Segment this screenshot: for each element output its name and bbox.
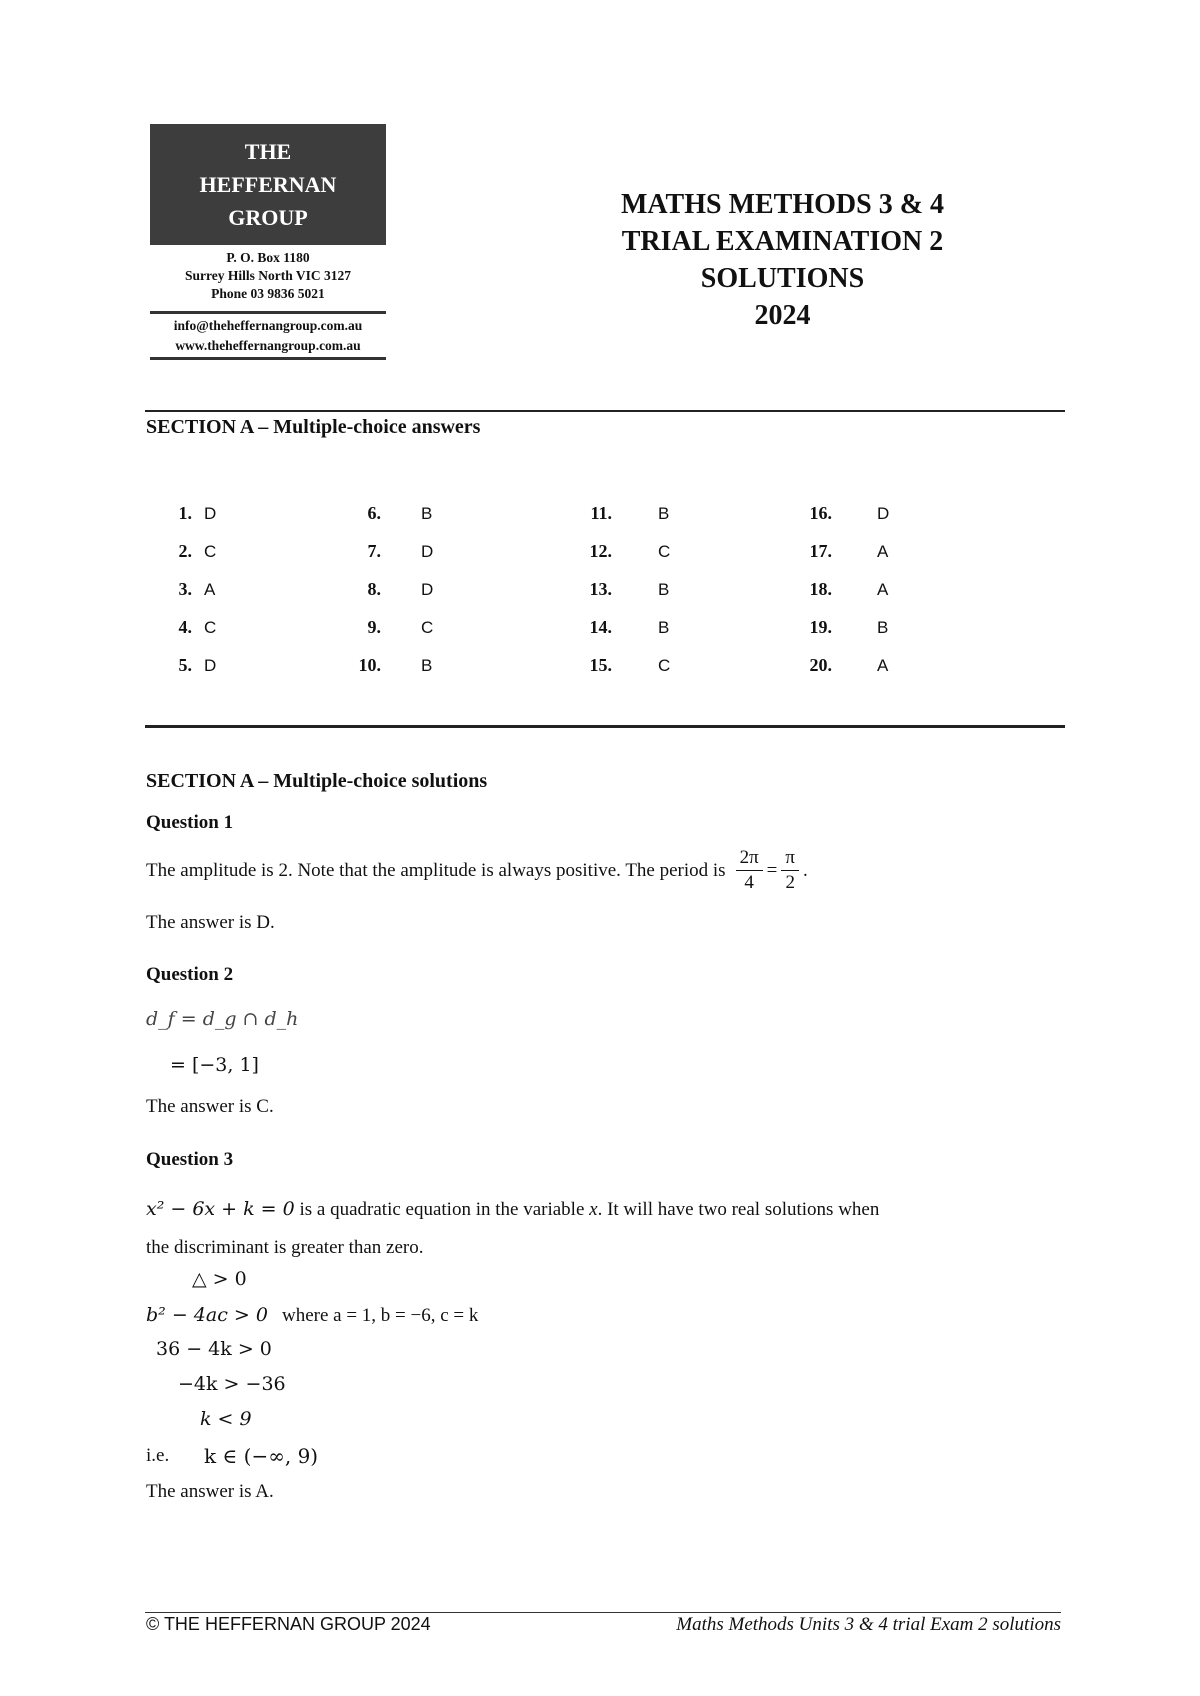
answer-row <box>786 646 889 684</box>
answer-letter: D <box>204 504 217 523</box>
answer-row <box>566 570 670 608</box>
question-number: 1. <box>178 503 192 523</box>
answer-column-4 <box>786 494 889 684</box>
question-number: 14. <box>589 617 612 637</box>
title-line-2: TRIAL EXAMINATION 2 <box>621 226 944 257</box>
answer-letter: B <box>421 656 433 675</box>
question-number: 4. <box>178 617 192 637</box>
q3-step-5: k < 9 <box>200 1408 252 1430</box>
question-number: 6. <box>367 503 381 523</box>
document-title <box>560 186 1005 334</box>
question-1-heading: Question 1 <box>146 812 234 833</box>
logo-divider-top <box>150 311 386 314</box>
q3-step-4: −4k > −36 <box>178 1373 286 1395</box>
fraction-pi-over-2 <box>781 846 799 895</box>
website-link[interactable]: www.theheffernangroup.com.au <box>175 338 361 353</box>
answer-row <box>335 494 433 532</box>
question-number: 18. <box>809 579 832 599</box>
answer-letter: C <box>421 618 434 637</box>
question-2-heading: Question 2 <box>146 964 234 985</box>
logo <box>150 124 386 245</box>
solutions-heading: SECTION A – Multiple-choice solutions <box>146 770 488 792</box>
fraction-denominator: 4 <box>744 872 754 893</box>
question-number: 16. <box>809 503 832 523</box>
quadratic-equation: x² − 6x + k = 0 <box>146 1198 295 1220</box>
po-box: P. O. Box 1180 <box>226 250 310 265</box>
title-year: 2024 <box>754 300 811 331</box>
footer-copyright: © THE HEFFERNAN GROUP 2024 <box>146 1614 431 1634</box>
question-number: 8. <box>367 579 381 599</box>
answer-letter: C <box>204 542 217 561</box>
answer-row <box>566 532 670 570</box>
fraction-2pi-over-4 <box>736 846 763 895</box>
question-number: 15. <box>589 655 612 675</box>
question-number: 2. <box>178 541 192 561</box>
answer-letter: D <box>421 542 434 561</box>
email-link[interactable]: info@theheffernangroup.com.au <box>173 318 363 333</box>
question-1-text <box>146 846 808 895</box>
logo-address <box>150 249 386 303</box>
question-2-line-1: d_f = d_g ∩ d_h <box>146 1008 299 1030</box>
equals-sign: = <box>766 859 778 881</box>
coefficients-note: where a = 1, b = −6, c = k <box>281 1305 479 1326</box>
answer-letter: A <box>877 542 889 561</box>
phone: Phone 03 9836 5021 <box>211 286 325 301</box>
question-3-answer: The answer is A. <box>146 1481 274 1502</box>
question-2-line-2: = [−3, 1] <box>170 1054 259 1076</box>
answer-letter: B <box>877 618 889 637</box>
question-number: 11. <box>590 503 612 523</box>
answer-column-3 <box>566 494 670 684</box>
question-3-text-2: the discriminant is greater than zero. <box>146 1237 424 1258</box>
logo-line-3: GROUP <box>228 205 308 230</box>
q3-text-part-2: . It will have two real solutions when <box>597 1199 880 1220</box>
q3-step-3: 36 − 4k > 0 <box>156 1338 272 1360</box>
question-number: 19. <box>809 617 832 637</box>
question-number: 20. <box>809 655 832 675</box>
answer-letter: C <box>658 656 671 675</box>
q1-sentence: The amplitude is 2. Note that the amplitude is always positive. The period is <box>146 859 726 881</box>
answer-row <box>566 646 670 684</box>
logo-divider-bottom <box>150 357 386 360</box>
q3-step-2 <box>146 1304 478 1327</box>
question-number: 13. <box>589 579 612 599</box>
answer-letter: C <box>204 618 217 637</box>
q3-step-6: k ∈ (−∞, 9) <box>204 1444 319 1468</box>
answer-letter: D <box>877 504 890 523</box>
answer-row <box>786 608 889 646</box>
suburb: Surrey Hills North VIC 3127 <box>184 268 351 283</box>
answer-row <box>335 646 433 684</box>
footer-document-name: Maths Methods Units 3 & 4 trial Exam 2 solutions <box>676 1614 1061 1635</box>
answer-row <box>786 494 889 532</box>
question-number: 12. <box>589 541 612 561</box>
answer-letter: B <box>658 504 670 523</box>
answer-row <box>335 532 433 570</box>
period-mark: . <box>802 859 808 881</box>
q3-ie-label: i.e. <box>146 1445 170 1466</box>
title-line-1: MATHS METHODS 3 & 4 <box>620 189 945 220</box>
question-1-answer: The answer is D. <box>146 912 275 933</box>
q3-text-part-1: is a quadratic equation in the variable <box>294 1199 590 1220</box>
answer-column-1 <box>146 494 216 684</box>
question-number: 7. <box>367 541 381 561</box>
question-3-text-1 <box>146 1198 879 1221</box>
answer-row <box>335 570 433 608</box>
logo-contact <box>150 316 386 356</box>
answer-letter: A <box>877 656 889 675</box>
answer-row <box>146 532 216 570</box>
answer-letter: A <box>877 580 889 599</box>
answer-row <box>146 494 216 532</box>
question-2-answer: The answer is C. <box>146 1096 274 1117</box>
answers-heading: SECTION A – Multiple-choice answers <box>146 416 481 438</box>
answer-row <box>146 646 216 684</box>
answer-letter: D <box>204 656 217 675</box>
discriminant-inequality: b² − 4ac > 0 <box>146 1304 268 1326</box>
footer-divider <box>145 1612 1061 1613</box>
answer-row <box>335 608 433 646</box>
question-number: 3. <box>178 579 192 599</box>
divider-top <box>145 410 1065 412</box>
question-number: 9. <box>367 617 381 637</box>
answer-letter: B <box>658 580 670 599</box>
fraction-denominator: 2 <box>785 872 795 893</box>
divider-middle <box>145 725 1065 728</box>
answer-letter: A <box>204 580 216 599</box>
fraction-numerator: π <box>781 846 799 871</box>
question-number: 10. <box>358 655 381 675</box>
answer-letter: B <box>421 504 433 523</box>
question-number: 17. <box>809 541 832 561</box>
answer-letter: C <box>658 542 671 561</box>
logo-line-1: THE <box>244 139 292 164</box>
variable-x: x <box>589 1199 598 1220</box>
question-number: 5. <box>178 655 192 675</box>
answer-row <box>786 570 889 608</box>
answer-row <box>146 608 216 646</box>
title-line-3: SOLUTIONS <box>700 263 865 294</box>
fraction-numerator: 2π <box>736 846 763 871</box>
logo-line-2: HEFFERNAN <box>199 172 337 197</box>
question-3-heading: Question 3 <box>146 1149 234 1170</box>
answer-column-2 <box>335 494 433 684</box>
answer-row <box>786 532 889 570</box>
q3-step-1: △ > 0 <box>192 1268 247 1290</box>
answer-letter: B <box>658 618 670 637</box>
answer-row <box>566 494 670 532</box>
answer-row <box>566 608 670 646</box>
answer-letter: D <box>421 580 434 599</box>
answer-row <box>146 570 216 608</box>
